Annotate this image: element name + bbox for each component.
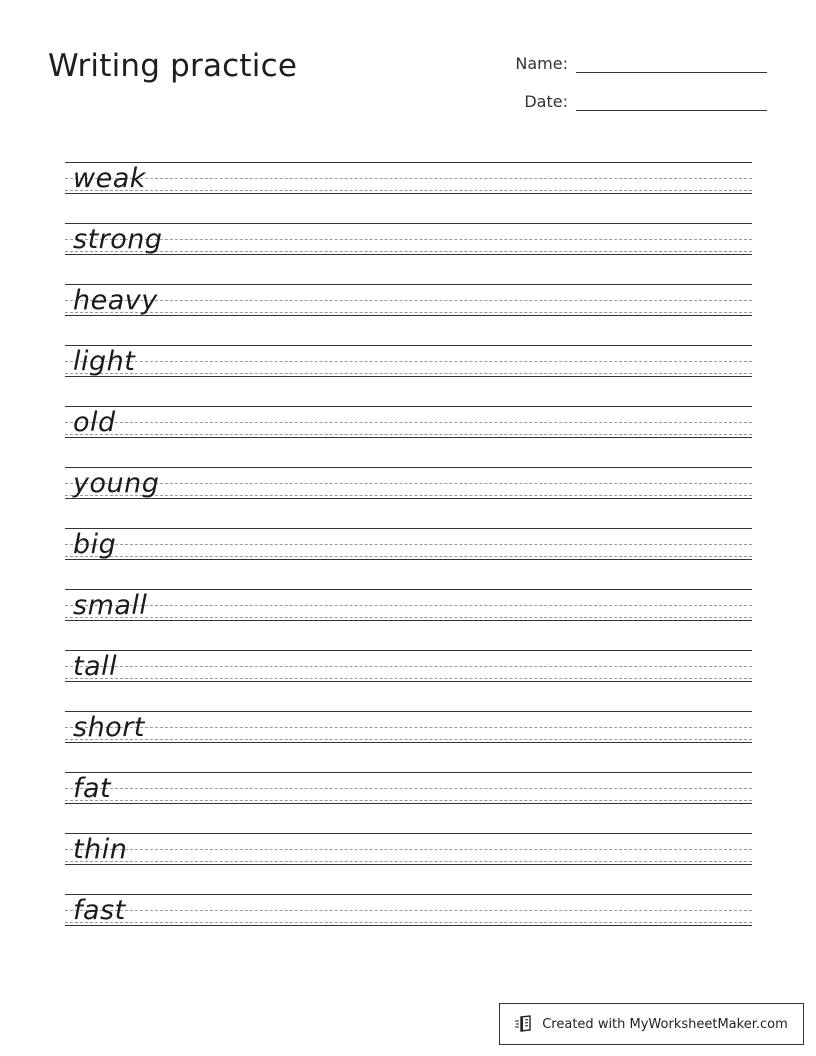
date-line[interactable] bbox=[576, 93, 767, 111]
practice-row bbox=[65, 345, 752, 406]
practice-word: short bbox=[73, 712, 145, 743]
practice-word: weak bbox=[73, 163, 146, 194]
practice-row bbox=[65, 833, 752, 894]
practice-row bbox=[65, 711, 752, 772]
practice-row bbox=[65, 162, 752, 223]
practice-row bbox=[65, 589, 752, 650]
practice-row bbox=[65, 772, 752, 833]
practice-row bbox=[65, 528, 752, 589]
practice-word: small bbox=[73, 590, 148, 621]
practice-row bbox=[65, 284, 752, 345]
practice-area bbox=[65, 162, 752, 955]
practice-word: strong bbox=[73, 224, 163, 255]
practice-word: young bbox=[73, 468, 160, 499]
practice-word: fast bbox=[73, 895, 126, 926]
practice-word: old bbox=[73, 407, 116, 438]
practice-word: thin bbox=[73, 834, 128, 865]
practice-word: big bbox=[73, 529, 117, 560]
practice-row bbox=[65, 467, 752, 528]
practice-row bbox=[65, 406, 752, 467]
footer-text: Created with MyWorksheetMaker.com bbox=[542, 1016, 788, 1032]
practice-row bbox=[65, 650, 752, 711]
practice-row bbox=[65, 223, 752, 284]
practice-word: tall bbox=[73, 651, 118, 682]
practice-word: fat bbox=[73, 773, 112, 804]
practice-word: heavy bbox=[73, 285, 158, 316]
date-field bbox=[498, 92, 767, 111]
name-field bbox=[498, 54, 767, 73]
book-icon bbox=[515, 1015, 535, 1033]
page-title: Writing practice bbox=[48, 48, 298, 84]
practice-word: light bbox=[73, 346, 136, 377]
practice-row bbox=[65, 894, 752, 955]
date-label: Date: bbox=[524, 92, 568, 111]
name-label: Name: bbox=[515, 54, 568, 73]
name-line[interactable] bbox=[576, 55, 767, 73]
footer-badge[interactable] bbox=[499, 1003, 804, 1045]
